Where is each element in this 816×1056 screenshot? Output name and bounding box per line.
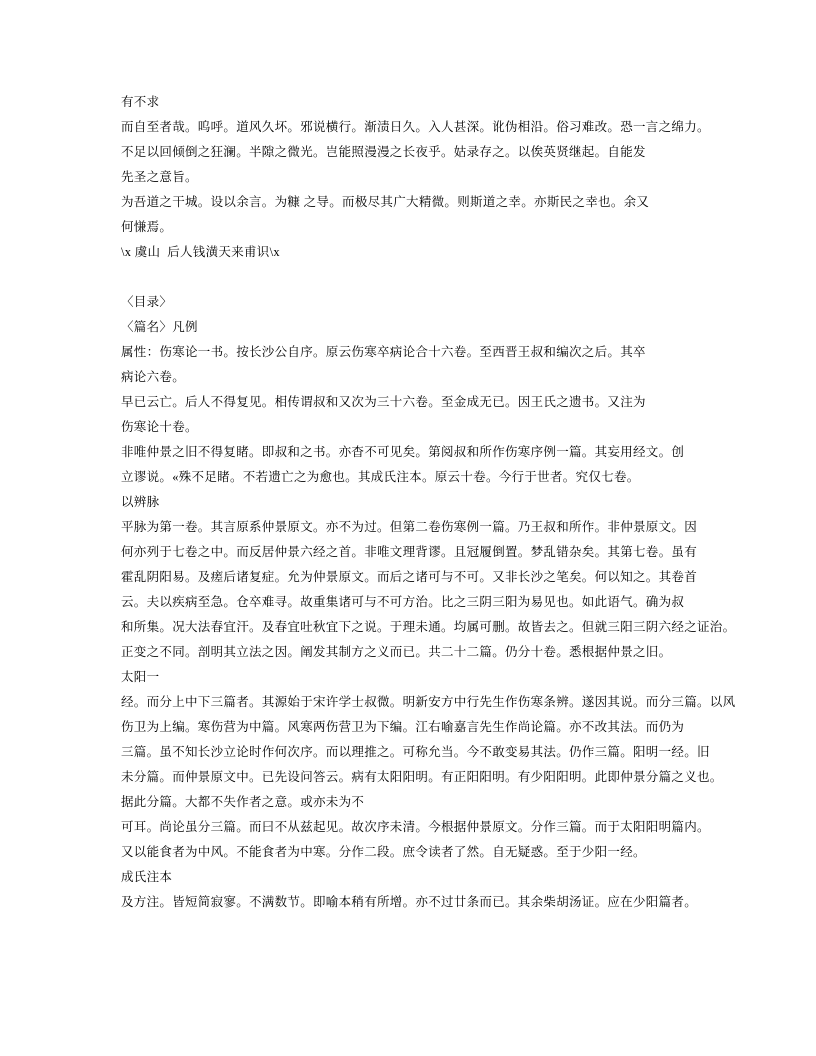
text-line: 平脉为第一卷。其言原系仲景原文。亦不为过。但第二卷伤寒例一篇。乃王叔和所作。非仲景原文。因 — [121, 520, 698, 534]
body-block — [121, 340, 761, 915]
text-line: 早已云亡。后人不得复见。相传谓叔和又次为三十六卷。至金成无已。因王氏之遗书。又注为 — [121, 395, 646, 409]
text-line: 三篇。虽不知长沙立论时作何次序。而以理推之。可称允当。今不敢变易其法。仍作三篇。阳明一经。旧 — [121, 745, 710, 759]
text-line: 和所集。况大法春宜汗。及春宜吐秋宜下之说。于理未通。均属可删。故皆去之。但就三阳三阴六经之证治。 — [121, 620, 736, 634]
text-line: 不足以回倾倒之狂澜。半隙之微光。岂能照漫漫之长夜乎。姑录存之。以俟英贤继起。自能发 — [121, 145, 646, 159]
text-line: 成氏注本 — [121, 870, 173, 884]
blank-line — [121, 265, 761, 290]
text-line: 太阳一 — [121, 670, 160, 684]
text-line: 病论六卷。 — [121, 370, 186, 384]
text-line: 为吾道之干城。设以余言。为糠 之导。而极尽其广大精微。则斯道之幸。亦斯民之幸也。余又 — [121, 195, 650, 209]
text-line: 非唯仲景之旧不得复睹。即叔和之书。亦杳不可见矣。第阅叔和所作伤寒序例一篇。其妄用经文。创 — [121, 445, 685, 459]
text-line: 何亦列于七卷之中。而反居仲景六经之首。非唯文理背谬。且冠履倒置。梦乱错杂矣。其第七卷。虽有 — [121, 545, 698, 559]
text-line: 据此分篇。大都不失作者之意。或亦未为不 — [121, 795, 365, 809]
text-line: 有不求 — [121, 95, 160, 109]
text-line: 正变之不同。剖明其立法之因。阐发其制方之义而已。共二十二篇。仍分十卷。悉根据仲景之旧。 — [121, 645, 672, 659]
text-line: 未分篇。而仲景原文中。已先设问答云。病有太阳阳明。有正阳阳明。有少阳阳明。此即仲景分篇之义也。 — [121, 770, 723, 784]
text-line: 及方注。皆短简寂寥。不满数节。即喻本稍有所增。亦不过廿条而已。其余柴胡汤证。应在少阳篇者。 — [121, 895, 698, 909]
text-line: 属性：伤寒论一书。按长沙公自序。原云伤寒卒病论合十六卷。至西晋王叔和编次之后。其卒 — [121, 345, 646, 359]
text-line: 经。而分上中下三篇者。其源始于宋许学士叔微。明新安方中行先生作伤寒条辨。遂因其说。而分三篇。以风 — [121, 695, 736, 709]
text-line: 先圣之意旨。 — [121, 170, 198, 184]
preface-block — [121, 90, 761, 240]
text-line: 伤卫为上编。寒伤营为中篇。风寒两伤营卫为下编。江右喻嘉言先生作尚论篇。亦不改其法。而仍为 — [121, 720, 685, 734]
text-line: 云。夫以疾病至急。仓卒难寻。故重集诸可与不可方治。比之三阴三阳为易见也。如此语气。确为叔 — [121, 595, 685, 609]
text-line: 以辨脉 — [121, 495, 160, 509]
text-line: 可耳。尚论虽分三篇。而曰不从兹起见。故次序未清。今根据仲景原文。分作三篇。而于太阳阳明篇内。 — [121, 820, 710, 834]
text-line: 何慊焉。 — [121, 220, 173, 234]
toc-marker: 〈目录〉 — [121, 295, 173, 309]
text-line: 霍乱阴阳易。及瘥后诸复症。允为仲景原文。而后之诸可与不可。又非长沙之笔矣。何以知之。其卷首 — [121, 570, 698, 584]
text-line: 而自至者哉。呜呼。道风久坏。邪说横行。渐渍日久。入人甚深。讹伪相沿。俗习难改。恐一言之绵力。 — [121, 120, 710, 134]
text-line: 伤寒论十卷。 — [121, 420, 198, 434]
text-line: 又以能食者为中风。不能食者为中寒。分作二段。庶令读者了然。自无疑惑。至于少阳一经。 — [121, 845, 646, 859]
text-line: 立谬说。«殊不足睹。不若遗亡之为愈也。其成氏注本。原云十卷。今行于世者。究仅七卷。 — [121, 470, 640, 484]
signature-line: \x 虞山 后人钱潢天来甫识\x — [121, 245, 280, 259]
section-heading: 〈篇名〉凡例 — [121, 320, 198, 334]
